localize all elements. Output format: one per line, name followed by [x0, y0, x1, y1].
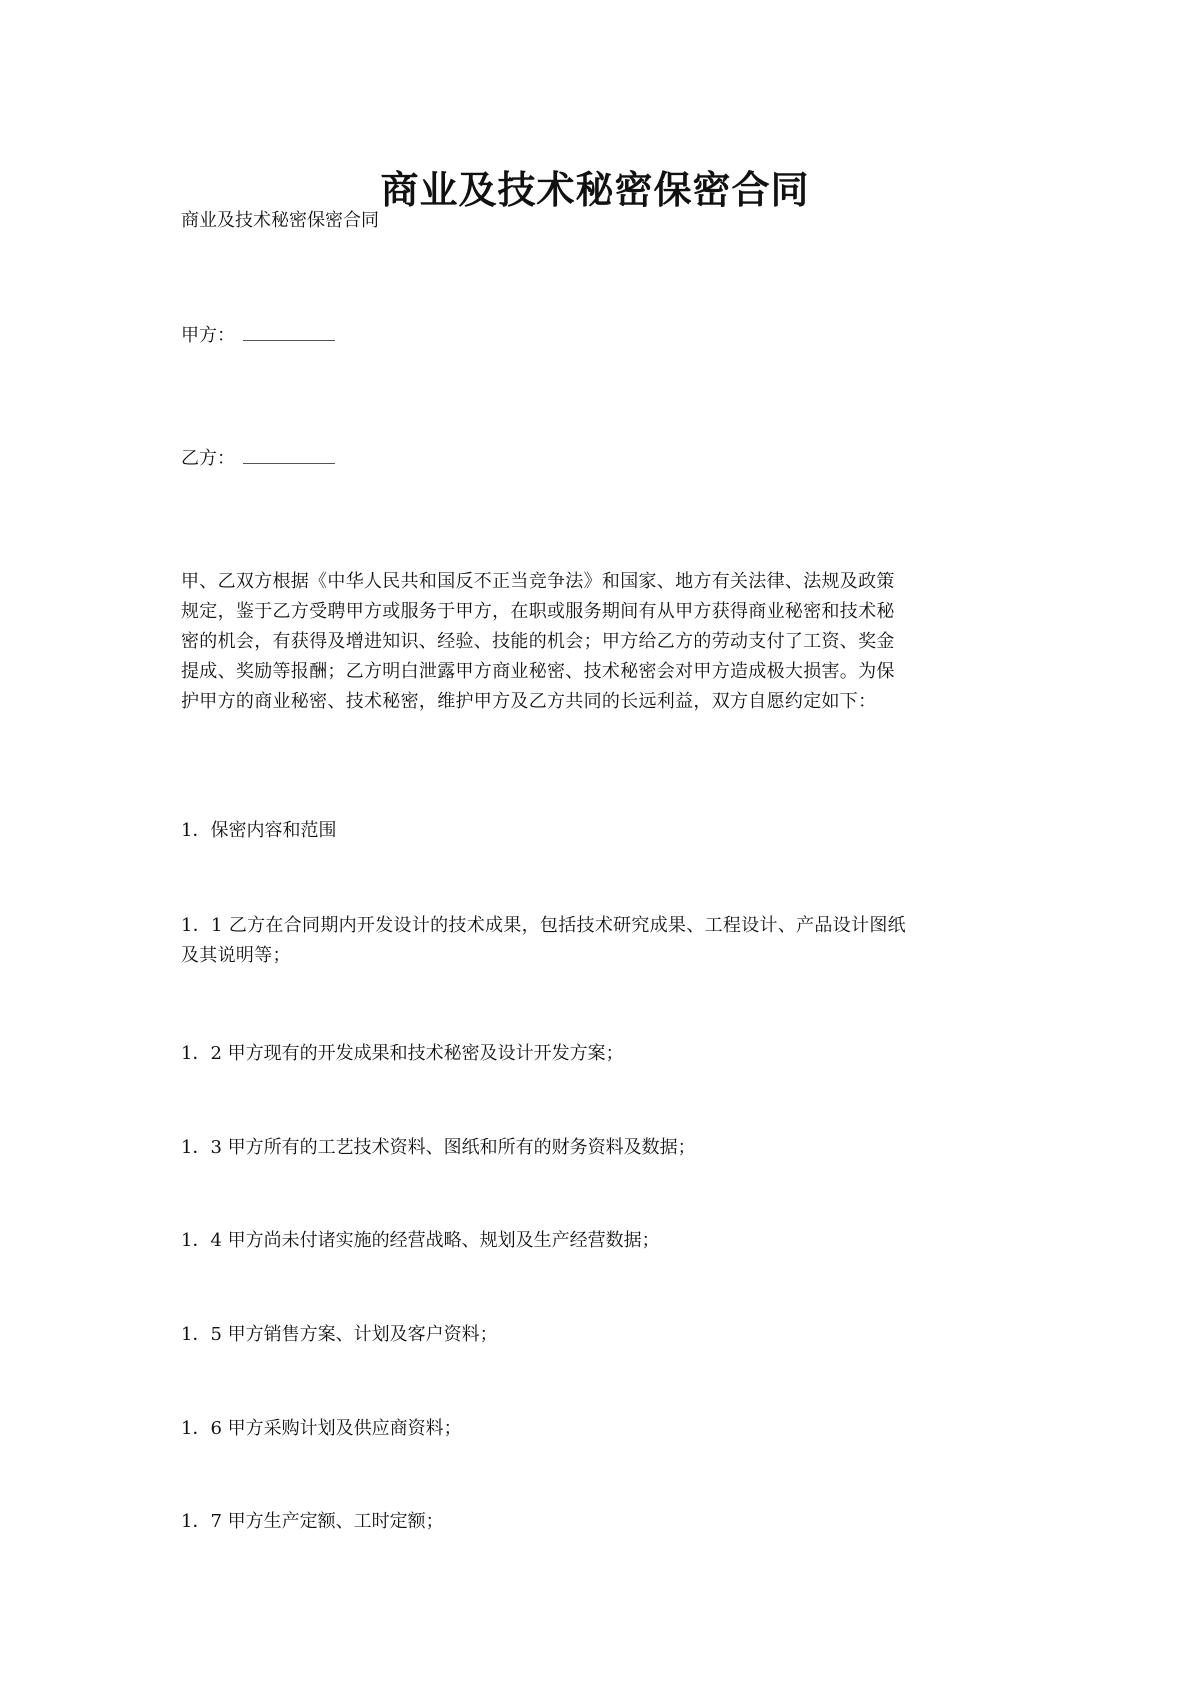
- preamble-paragraph: [181, 567, 1021, 717]
- preamble-line: 规定，鉴于乙方受聘甲方或服务于甲方，在职或服务期间有从甲方获得商业秘密和技术秘: [181, 601, 895, 622]
- section-1-heading: 1．保密内容和范围: [181, 820, 337, 841]
- clause-line: 1．1 乙方在合同期内开发设计的技术成果，包括技术研究成果、工程设计、产品设计图纸: [181, 915, 906, 936]
- party-b-blank-line: [243, 449, 335, 464]
- clause-1-5: 1．5 甲方销售方案、计划及客户资料；: [181, 1324, 498, 1345]
- party-a-blank-line: [243, 326, 335, 341]
- preamble-line: 密的机会，有获得及增进知识、经验、技能的机会；甲方给乙方的劳动支付了工资、奖金: [181, 631, 895, 652]
- clause-1-6: 1．6 甲方采购计划及供应商资料；: [181, 1418, 462, 1439]
- document-subtitle: 商业及技术秘密保密合同: [181, 210, 379, 231]
- preamble-line: 提成、奖励等报酬；乙方明白泄露甲方商业秘密、技术秘密会对甲方造成极大损害。为保: [181, 661, 895, 682]
- clause-1-3: 1．3 甲方所有的工艺技术资料、图纸和所有的财务资料及数据；: [181, 1137, 696, 1158]
- party-b-field: [181, 445, 335, 473]
- clause-1-7: 1．7 甲方生产定额、工时定额；: [181, 1511, 444, 1532]
- party-b-label: 乙方：: [181, 448, 235, 469]
- party-a-field: [181, 322, 335, 350]
- preamble-line: 甲、乙双方根据《中华人民共和国反不正当竞争法》和国家、地方有关法律、法规及政策: [181, 571, 895, 592]
- clause-1-2: 1．2 甲方现有的开发成果和技术秘密及设计开发方案；: [181, 1043, 624, 1064]
- clause-1-4: 1．4 甲方尚未付诸实施的经营战略、规划及生产经营数据；: [181, 1230, 660, 1251]
- party-a-label: 甲方：: [181, 325, 235, 346]
- preamble-line: 护甲方的商业秘密、技术秘密，维护甲方及乙方共同的长远利益，双方自愿约定如下：: [181, 691, 877, 712]
- clause-1-1: [181, 911, 1021, 971]
- document-title: 商业及技术秘密保密合同: [380, 167, 810, 212]
- clause-line: 及其说明等；: [181, 945, 291, 966]
